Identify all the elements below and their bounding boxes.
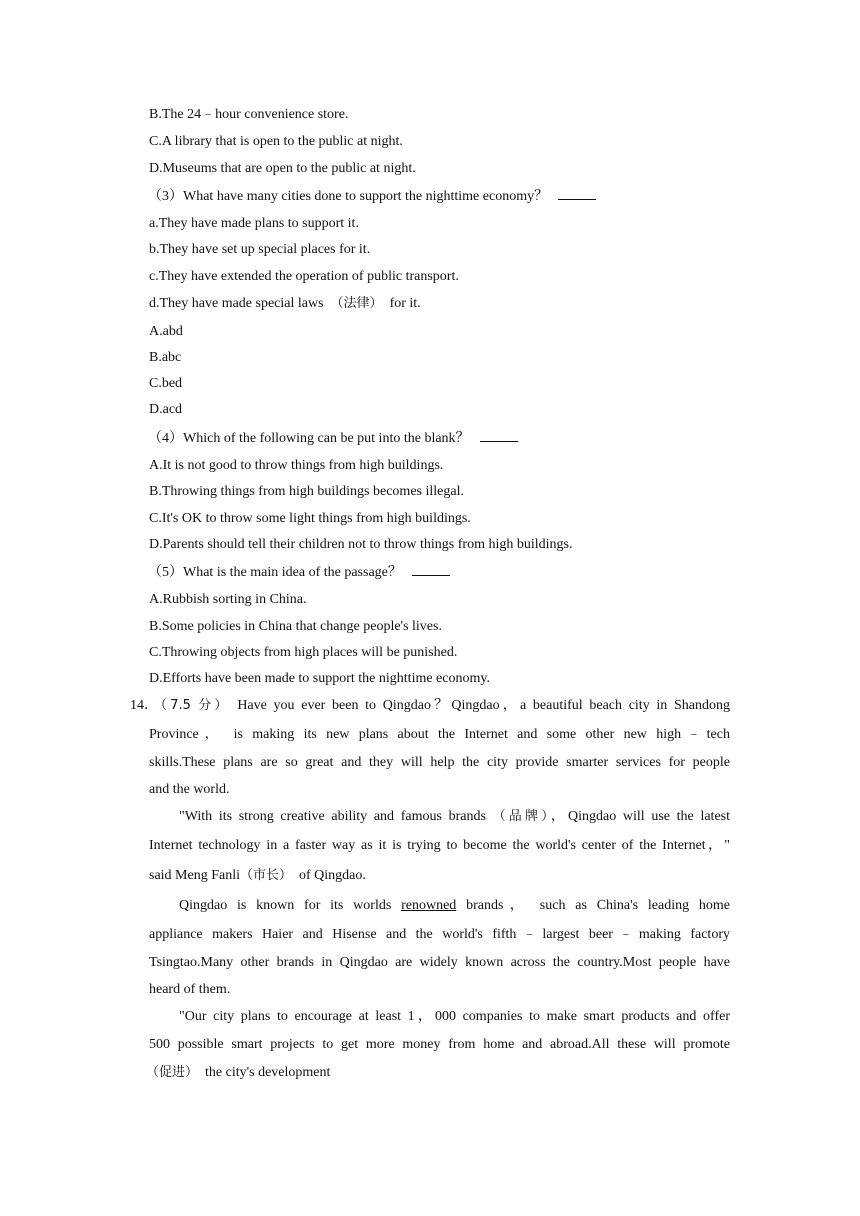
q14-p3-text-1: Qingdao is known for its worlds bbox=[179, 898, 392, 913]
q3-option-d: D.acd bbox=[149, 402, 183, 417]
chinese-gloss: （市长） bbox=[240, 868, 293, 883]
q14-p3-line-4: heard of them. bbox=[149, 982, 231, 997]
chinese-gloss: （法律） bbox=[330, 296, 383, 311]
answer-blank bbox=[480, 429, 518, 442]
q14-line-1-text: Have you ever been to Qingdao？Qingdao，a beautiful beach city in Shandong bbox=[237, 698, 730, 713]
question-number: 14． bbox=[130, 698, 158, 713]
underlined-word: renowned bbox=[401, 898, 457, 913]
q4-question-text: （4）Which of the following can be put into the blank？ bbox=[148, 431, 470, 446]
q3-option-b: B.abc bbox=[149, 350, 182, 365]
q2-option-d: D.Museums that are open to the public at night. bbox=[149, 161, 416, 176]
answer-blank bbox=[558, 187, 596, 200]
q14-p2-line-2: Internet technology in a faster way as it is trying to become the world's center of the Internet，" bbox=[149, 838, 730, 853]
q5-option-d: D.Efforts have been made to support the nighttime economy. bbox=[149, 671, 490, 686]
q14-p2-line-3 bbox=[149, 867, 366, 885]
q3-statement-a: a.They have made plans to support it. bbox=[149, 216, 359, 231]
q5-option-c: C.Throwing objects from high places will be punished. bbox=[149, 645, 458, 660]
q3-question bbox=[148, 187, 596, 206]
q5-question bbox=[148, 563, 450, 582]
q3-question-text: （3）What have many cities done to support the nighttime economy？ bbox=[148, 189, 549, 204]
q14-p3-line-3: Tsingtao.Many other brands in Qingdao are widely known across the country.Most people have bbox=[149, 955, 730, 970]
chinese-gloss: （促进） bbox=[146, 1065, 199, 1080]
q3-statement-d bbox=[149, 295, 421, 313]
q3-option-c: C.bed bbox=[149, 376, 183, 391]
q5-question-text: （5）What is the main idea of the passage？ bbox=[148, 565, 402, 580]
points-label: （7.5 分） bbox=[154, 698, 231, 713]
q3-statement-d-end: for it. bbox=[389, 296, 421, 311]
q14-p4-line-1: "Our city plans to encourage at least 1，000 companies to make smart products and offer bbox=[179, 1009, 730, 1024]
q14-p2-text-3: said Meng Fanli bbox=[149, 868, 240, 883]
q14-p4-line-3 bbox=[146, 1064, 330, 1082]
q4-option-d: D.Parents should tell their children not to throw things from high buildings. bbox=[149, 537, 573, 552]
q4-option-b: B.Throwing things from high buildings becomes illegal. bbox=[149, 484, 464, 499]
q4-option-a: A.It is not good to throw things from high buildings. bbox=[149, 458, 444, 473]
q14-line-2: Province， is making its new plans about the Internet and some other new high﹣tech bbox=[149, 727, 730, 742]
q3-option-a: A.abd bbox=[149, 324, 183, 339]
q14-line-4: and the world. bbox=[149, 782, 230, 797]
q4-option-c: C.It's OK to throw some light things from high buildings. bbox=[149, 511, 471, 526]
q14-p2-text-1: "With its strong creative ability and famous brands bbox=[179, 809, 486, 824]
q14-p3-line-1 bbox=[179, 897, 730, 915]
q14-line-1 bbox=[154, 697, 730, 715]
q14-line-3: skills.These plans are so great and they will help the city provide smarter services for people bbox=[149, 755, 730, 770]
q14-p4-line-2: 500 possible smart projects to get more money from home and abroad.All these will promote bbox=[149, 1037, 730, 1052]
answer-blank bbox=[412, 563, 450, 576]
q3-statement-d-text: d.They have made special laws bbox=[149, 296, 324, 311]
q14-p2-text-2: ，Qingdao will use the latest bbox=[550, 809, 730, 824]
q14-p2-line-1 bbox=[179, 808, 730, 826]
chinese-gloss: （品牌） bbox=[492, 809, 551, 824]
q14-p4-text-3: the city's development bbox=[205, 1065, 331, 1080]
q14-p3-text-2: brands， such as China's leading home bbox=[466, 898, 731, 913]
q3-statement-b: b.They have set up special places for it. bbox=[149, 242, 371, 257]
q5-option-b: B.Some policies in China that change people's lives. bbox=[149, 619, 442, 634]
q2-option-b: B.The 24﹣hour convenience store. bbox=[149, 107, 349, 122]
q2-option-c: C.A library that is open to the public at night. bbox=[149, 134, 403, 149]
q3-statement-c: c.They have extended the operation of public transport. bbox=[149, 269, 459, 284]
q14-p2-text-4: of Qingdao. bbox=[299, 868, 366, 883]
q5-option-a: A.Rubbish sorting in China. bbox=[149, 592, 307, 607]
q4-question bbox=[148, 429, 518, 448]
q14-p3-line-2: appliance makers Haier and Hisense and the world's fifth﹣largest beer﹣making factory bbox=[149, 927, 730, 942]
